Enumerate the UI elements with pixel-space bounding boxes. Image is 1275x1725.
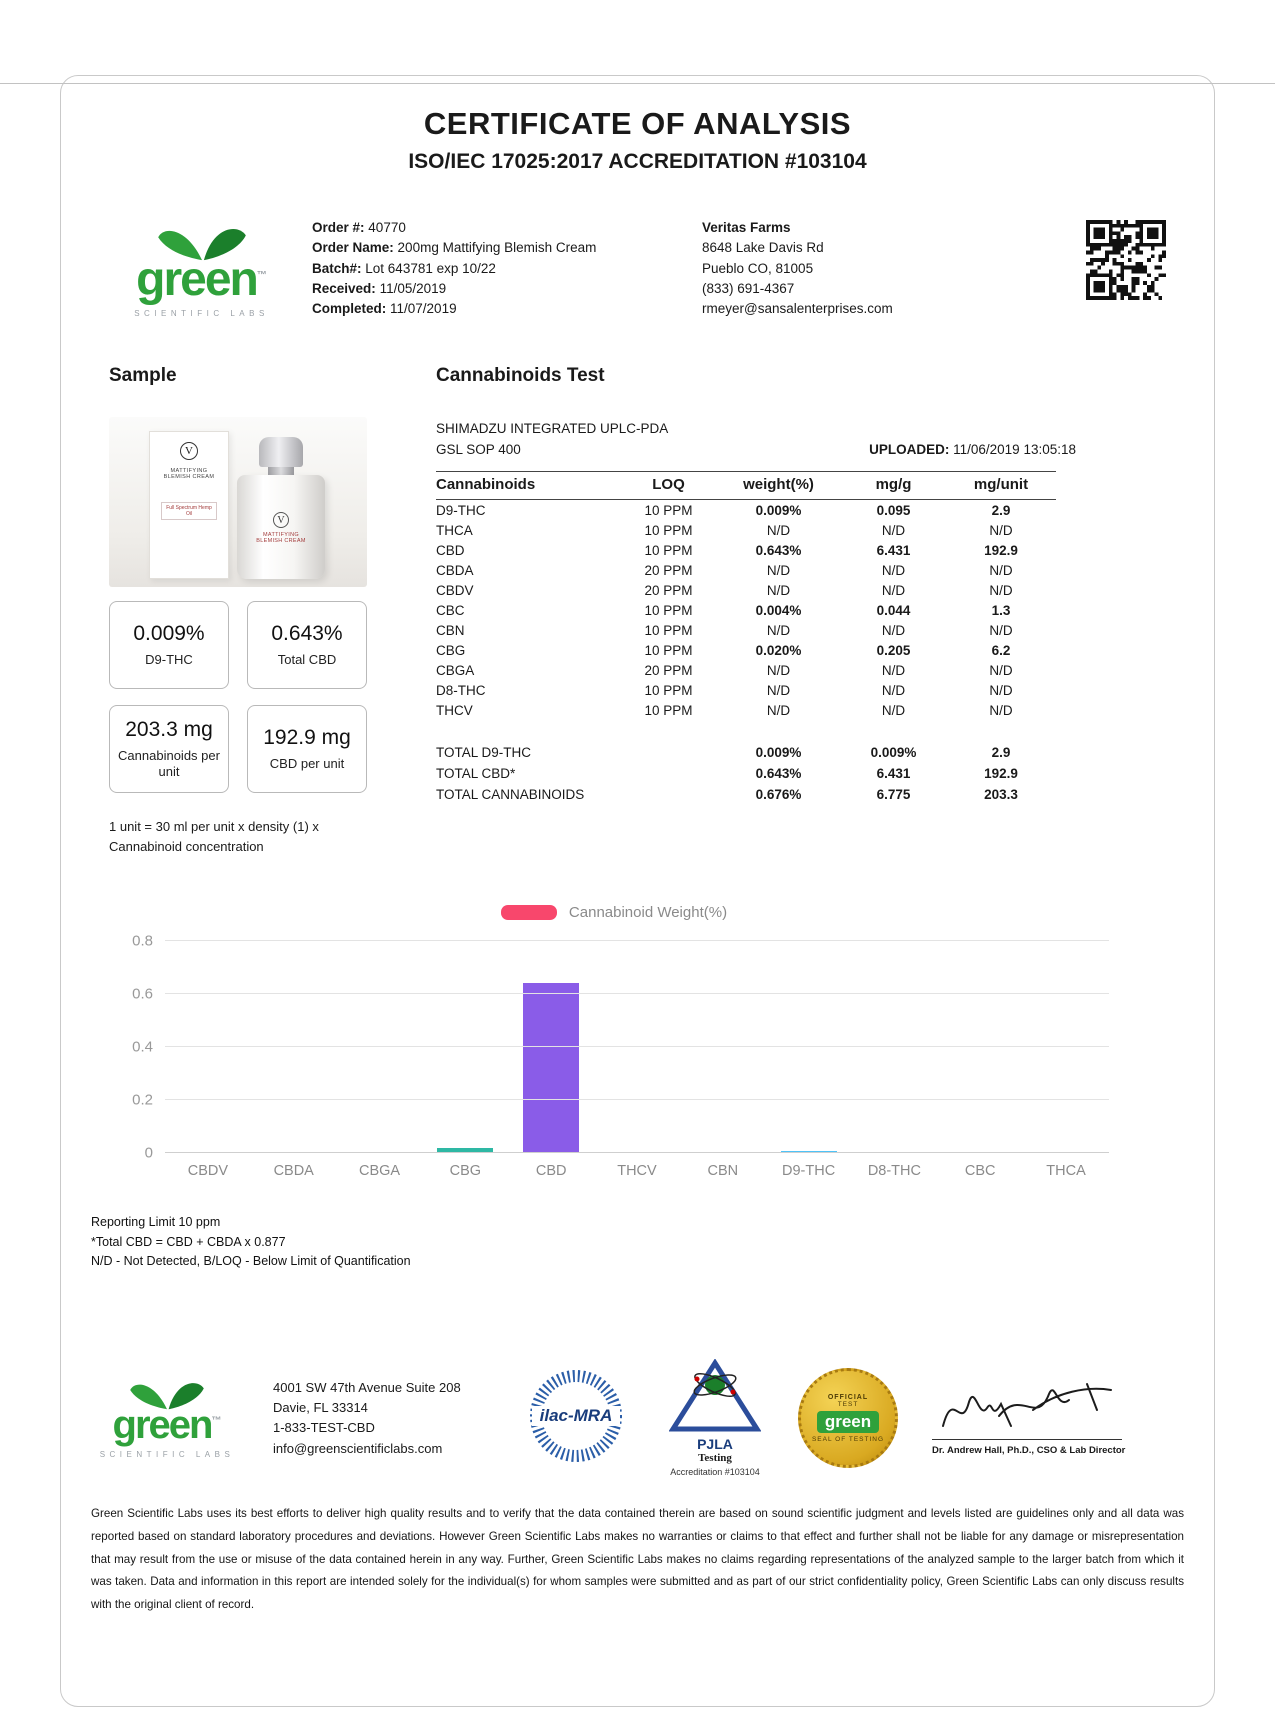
column-header: mg/g	[841, 472, 946, 500]
table-cell: 6.431	[876, 766, 911, 782]
sample-column	[109, 365, 409, 856]
table-row	[436, 742, 1056, 763]
address-line: Davie, FL 33314	[273, 1400, 368, 1416]
x-axis-tick-label: CBD	[535, 1163, 567, 1180]
signature-line	[932, 1439, 1122, 1440]
column-header: mg/unit	[946, 472, 1056, 500]
stat-card-d9thc: 0.009% D9-THC	[109, 601, 229, 689]
unit-note: 1 unit = 30 ml per unit x density (1) x Cannabinoid concentration	[109, 819, 319, 854]
legend-swatch	[501, 905, 557, 920]
table-cell: CBD	[436, 542, 465, 558]
table-cell: 0.676%	[755, 787, 802, 803]
table-cell: N/D	[766, 562, 791, 578]
legend-label: Cannabinoid Weight(%)	[568, 904, 728, 922]
order-field: Completed: 11/07/2019	[312, 301, 457, 316]
bottle-body	[237, 475, 325, 579]
table-cell: CBDV	[436, 582, 474, 598]
table-cell: 6.431	[876, 542, 911, 558]
totals-table	[436, 742, 1056, 805]
client-address-line: 8648 Lake Davis Rd	[702, 240, 824, 256]
column-header: Cannabinoids	[436, 472, 621, 500]
table-cell: 2.9	[991, 745, 1011, 761]
order-field: Order Name: 200mg Mattifying Blemish Cream	[312, 240, 597, 256]
page-subtitle: ISO/IEC 17025:2017 ACCREDITATION #103104	[408, 150, 867, 173]
table-header-row	[436, 472, 1056, 500]
table-cell: 6.775	[876, 787, 911, 803]
cannabinoid-table	[436, 471, 1056, 720]
table-cell: N/D	[881, 702, 906, 718]
table-cell: 0.020%	[755, 642, 802, 658]
table-cell: N/D	[989, 682, 1013, 698]
x-axis-tick-label: CBGA	[358, 1163, 401, 1180]
table-cell: 0.009%	[870, 745, 917, 761]
table-row	[436, 784, 1056, 805]
client-name: Veritas Farms	[702, 220, 791, 235]
table-cell: 10 PPM	[644, 682, 693, 698]
table-cell: CBC	[436, 602, 465, 618]
table-cell: N/D	[766, 622, 791, 638]
table-cell: 10 PPM	[644, 642, 693, 658]
table-row	[436, 580, 1056, 600]
y-axis-tick-label: 0.6	[132, 985, 153, 1003]
footer	[61, 1359, 1214, 1477]
sample-heading: Sample	[109, 365, 177, 387]
table-cell: 10 PPM	[644, 622, 693, 638]
table-cell: 192.9	[984, 766, 1018, 782]
table-cell: 203.3	[984, 787, 1018, 803]
page-top-divider	[0, 83, 1275, 84]
x-axis-tick-label: CBDA	[273, 1163, 314, 1180]
table-cell: 0.095	[876, 502, 911, 518]
table-cell	[621, 742, 716, 763]
stat-card-cbd-per-unit: 192.9 mg CBD per unit	[247, 705, 367, 793]
bar-slot	[1023, 941, 1109, 1153]
footnote: *Total CBD = CBD + CBDA x 0.877	[91, 1234, 286, 1249]
page-title: CERTIFICATE OF ANALYSIS	[423, 106, 852, 141]
client-address-line: Pueblo CO, 81005	[702, 260, 814, 276]
table-cell: THCA	[436, 522, 473, 538]
pjla-logo: PJLA Testing Accreditation #103104	[660, 1359, 770, 1477]
product-photo	[109, 417, 367, 587]
product-bottle	[235, 437, 327, 579]
bar-slot	[680, 941, 766, 1153]
certificate-card	[60, 75, 1215, 1707]
table-row	[436, 540, 1056, 560]
table-row	[436, 520, 1056, 540]
x-axis-tick-label: CBDV	[187, 1163, 229, 1180]
chart-x-axis	[165, 1163, 1109, 1179]
table-cell: N/D	[766, 662, 791, 678]
order-field: Batch#: Lot 643781 exp 10/22	[312, 260, 496, 276]
table-row	[436, 640, 1056, 660]
x-axis-tick-label: CBC	[964, 1163, 996, 1180]
bar-slot	[251, 941, 337, 1153]
chart-plot-wrap	[119, 932, 1109, 1162]
bar-slot	[422, 941, 508, 1153]
table-cell: N/D	[881, 682, 906, 698]
cannabinoid-chart	[119, 904, 1109, 1179]
table-cell	[621, 763, 716, 784]
table-cell: N/D	[881, 562, 906, 578]
signature-block	[932, 1380, 1126, 1457]
table-cell: THCV	[436, 702, 473, 718]
totals-table-body	[436, 742, 1056, 805]
bar-slot	[594, 941, 680, 1153]
uploaded-timestamp: UPLOADED: 11/06/2019 13:05:18	[869, 442, 1076, 458]
chart-gridline	[165, 940, 1109, 941]
x-axis-tick-label: D8-THC	[867, 1163, 921, 1180]
bottle-label: V MATTIFYING BLEMISH CREAM	[250, 510, 312, 544]
table-cell: 0.009%	[755, 502, 802, 518]
stat-card-total-cbd: 0.643% Total CBD	[247, 601, 367, 689]
table-cell: N/D	[989, 662, 1013, 678]
bar-slot	[766, 941, 852, 1153]
table-cell: N/D	[989, 702, 1013, 718]
table-cell: TOTAL D9-THC	[436, 745, 532, 761]
x-axis-tick-label: D9-THC	[782, 1163, 836, 1180]
table-cell: 20 PPM	[644, 662, 693, 678]
order-field: Order #: 40770	[312, 220, 406, 235]
table-cell: 0.205	[876, 642, 911, 658]
table-cell: 0.009%	[755, 745, 802, 761]
bar-slot	[508, 941, 594, 1153]
signatory-name: Dr. Andrew Hall, Ph.D., CSO & Lab Director	[932, 1445, 1126, 1457]
table-row	[436, 600, 1056, 620]
y-axis-tick-label: 0.4	[132, 1038, 153, 1056]
table-cell: N/D	[881, 662, 906, 678]
column-header: LOQ	[621, 472, 716, 500]
chart-gridline	[165, 1046, 1109, 1047]
logo-tagline: SCIENTIFIC LABS	[99, 1450, 235, 1460]
table-cell: 0.643%	[755, 542, 802, 558]
table-cell: 10 PPM	[644, 702, 693, 718]
table-cell: TOTAL CBD*	[436, 766, 516, 782]
order-info	[312, 216, 602, 319]
stat-cards	[109, 601, 409, 793]
table-cell: D9-THC	[436, 502, 486, 518]
chart-plot	[165, 941, 1109, 1153]
stat-card-cannabinoids-per-unit: 203.3 mg Cannabinoids per unit	[109, 705, 229, 793]
sop-name: GSL SOP 400	[436, 442, 521, 458]
footer-green-logo	[97, 1377, 237, 1459]
table-cell: 6.2	[991, 642, 1011, 658]
chart-gridline	[165, 993, 1109, 994]
footnotes	[61, 1213, 1214, 1271]
client-phone: (833) 691-4367	[702, 280, 795, 296]
lab-address	[273, 1378, 488, 1459]
table-row	[436, 620, 1056, 640]
bar-slot	[165, 941, 251, 1153]
bar-slot	[337, 941, 423, 1153]
bar-slot	[937, 941, 1023, 1153]
y-axis-tick-label: 0.8	[132, 932, 153, 950]
table-cell: 20 PPM	[644, 562, 693, 578]
table-cell: 2.9	[991, 502, 1011, 518]
bottle-neck	[268, 467, 294, 475]
table-cell: 10 PPM	[644, 502, 693, 518]
footnote: Reporting Limit 10 ppm	[91, 1215, 221, 1230]
table-cell: D8-THC	[436, 682, 486, 698]
table-cell: CBDA	[436, 562, 474, 578]
table-row	[436, 660, 1056, 680]
official-test-seal: OFFICIAL TEST green SEAL OF TESTING	[798, 1368, 898, 1468]
table-cell: CBGA	[436, 662, 475, 678]
table-row	[436, 560, 1056, 580]
sop-row	[436, 442, 1076, 457]
y-axis-tick-label: 0	[144, 1144, 153, 1162]
table-cell: 192.9	[984, 542, 1018, 558]
test-column	[436, 365, 1076, 856]
table-cell: N/D	[881, 522, 906, 538]
ilac-label-text: ilac-MRA	[539, 1405, 613, 1425]
chart-legend	[119, 904, 1109, 921]
product-box-subtitle: Full Spectrum Hemp Oil	[161, 502, 217, 520]
table-cell: N/D	[989, 582, 1013, 598]
y-axis-tick-label: 0.2	[132, 1091, 153, 1109]
table-cell: 10 PPM	[644, 542, 693, 558]
bar-cbd	[523, 983, 579, 1153]
product-logo: V	[180, 442, 198, 460]
table-cell: TOTAL CANNABINOIDS	[436, 787, 585, 803]
table-cell: N/D	[766, 682, 791, 698]
green-scientific-labs-logo	[109, 216, 294, 319]
instrument-name: SHIMADZU INTEGRATED UPLC-PDA	[436, 421, 669, 437]
table-cell: N/D	[989, 522, 1013, 538]
product-box-title: MATTIFYING BLEMISH CREAM	[163, 468, 215, 481]
column-header: weight(%)	[716, 472, 841, 500]
table-cell: N/D	[989, 562, 1013, 578]
chart-y-axis	[119, 932, 165, 1162]
table-cell: N/D	[881, 622, 906, 638]
client-email: rmeyer@sansalenterprises.com	[702, 301, 893, 316]
header-info-row	[61, 216, 1214, 319]
table-cell: 10 PPM	[644, 602, 693, 618]
chart-gridline	[165, 1099, 1109, 1100]
table-row	[436, 680, 1056, 700]
order-field: Received: 11/05/2019	[312, 280, 447, 296]
x-axis-tick-label: THCV	[617, 1163, 657, 1180]
x-axis-tick-label: CBN	[707, 1163, 739, 1180]
table-cell: CBG	[436, 642, 466, 658]
address-line: 1-833-TEST-CBD	[273, 1420, 375, 1436]
qr-code	[1086, 220, 1166, 300]
footnote: N/D - Not Detected, B/LOQ - Below Limit of Quantification	[91, 1254, 411, 1268]
bar-slot	[852, 941, 938, 1153]
table-cell: CBN	[436, 622, 465, 638]
logo-wordmark: green™	[112, 1403, 222, 1448]
table-cell: N/D	[766, 702, 791, 718]
logo-wordmark: green™	[136, 253, 267, 306]
product-box	[149, 431, 229, 579]
cannabinoid-table-body	[436, 500, 1056, 721]
x-axis-tick-label: CBG	[449, 1163, 482, 1180]
ilac-mra-logo	[528, 1368, 624, 1469]
table-cell	[621, 784, 716, 805]
table-cell: 1.3	[991, 602, 1011, 618]
table-cell: 0.044	[876, 602, 911, 618]
client-info	[702, 216, 1002, 319]
table-cell: N/D	[989, 622, 1013, 638]
cannabinoids-test-heading: Cannabinoids Test	[436, 365, 605, 387]
table-cell: 0.643%	[755, 766, 802, 782]
table-cell: N/D	[766, 582, 791, 598]
disclaimer: Green Scientific Labs uses its best efforts to deliver high quality results and to verify that the data contained therein are based on sound scientific judgment and levels listed are guidelines only and all data was reported based on standard laboratory procedures and deviations. However Green Scientific Labs makes no warranties or claims to that effect and further shall not be liable for any damage or misrepresentation that may result from the use or misuse of the data contained herein in any way. Further, Green Scientific Labs makes no claims regarding representations of the analyzed sample to the larger batch from which it was taken. Data and information in this report are intended solely for the individual(s) for whom samples were submitted and as part of our strict confidentiality policy, Green Scientific Labs can only discuss results with the original client of record.	[91, 1507, 1184, 1611]
logo-tagline: SCIENTIFIC LABS	[134, 309, 269, 318]
table-row	[436, 763, 1056, 784]
table-row	[436, 500, 1056, 521]
table-cell: 20 PPM	[644, 582, 693, 598]
signature-icon	[937, 1380, 1117, 1438]
chart-gridline	[165, 1152, 1109, 1153]
table-cell: N/D	[766, 522, 791, 538]
address-line: 4001 SW 47th Avenue Suite 208	[273, 1380, 461, 1396]
bottle-pump	[259, 437, 303, 467]
table-cell: 0.004%	[755, 602, 802, 618]
x-axis-tick-label: THCA	[1046, 1163, 1086, 1180]
table-cell: 10 PPM	[644, 522, 693, 538]
main-section	[61, 365, 1214, 856]
address-line: info@greenscientificlabs.com	[273, 1440, 443, 1456]
table-cell: N/D	[881, 582, 906, 598]
chart-bars	[165, 941, 1109, 1153]
table-row	[436, 700, 1056, 720]
